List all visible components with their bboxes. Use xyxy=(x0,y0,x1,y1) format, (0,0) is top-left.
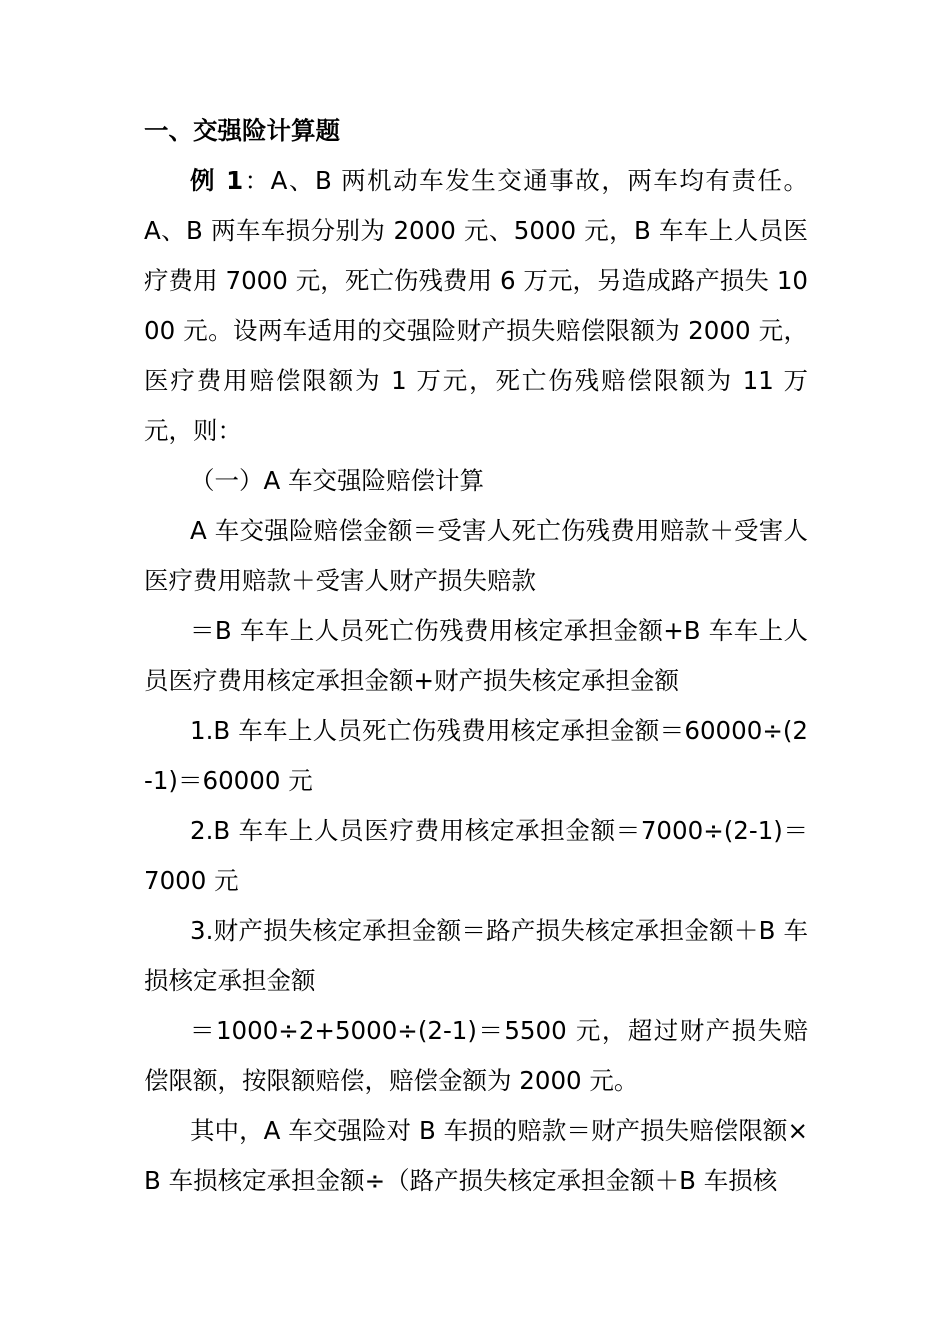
paragraph-item-3: 3.财产损失核定承担金额＝路产损失核定承担金额＋B 车损核定承担金额 xyxy=(144,916,808,995)
example-paragraph xyxy=(144,156,808,456)
example-label: 例 1 xyxy=(190,166,244,195)
paragraph-item-1: 1.B 车车上人员死亡伤残费用核定承担金额＝60000÷(2-1)＝60000 元 xyxy=(144,716,808,795)
paragraph-compensation-formula: A 车交强险赔偿金额＝受害人死亡伤残费用赔款＋受害人医疗费用赔款＋受害人财产损失赔款 xyxy=(144,516,808,595)
section-title: 一、交强险计算题 xyxy=(144,116,340,145)
paragraph-item-3-result: ＝1000÷2+5000÷(2-1)＝5500 元，超过财产损失赔偿限额，按限额赔偿，赔偿金额为 2000 元。 xyxy=(144,1016,808,1095)
example-text: ：A、B 两机动车发生交通事故，两车均有责任。A、B 两车车损分别为 2000 元、5000 元，B 车车上人员医疗费用 7000 元，死亡伤残费用 6 万元，另造成路产损失 1000 元。设两车适用的交强险财产损失赔偿限额为 2000 元，医疗费用赔偿限额为 1 万元，死亡伤残赔偿限额为 11 万元，则： xyxy=(144,166,808,445)
document-body xyxy=(144,106,808,1206)
paragraph-compensation-breakdown: ＝B 车车上人员死亡伤残费用核定承担金额+B 车车上人员医疗费用核定承担金额+财产损失核定承担金额 xyxy=(144,616,808,695)
paragraph-b-car-damage: 其中，A 车交强险对 B 车损的赔款＝财产损失赔偿限额×B 车损核定承担金额÷（路产损失核定承担金额＋B 车损核 xyxy=(144,1116,808,1195)
paragraph-item-2: 2.B 车车上人员医疗费用核定承担金额＝7000÷(2-1)＝7000 元 xyxy=(144,816,808,895)
subsection-title: （一）A 车交强险赔偿计算 xyxy=(190,466,485,495)
